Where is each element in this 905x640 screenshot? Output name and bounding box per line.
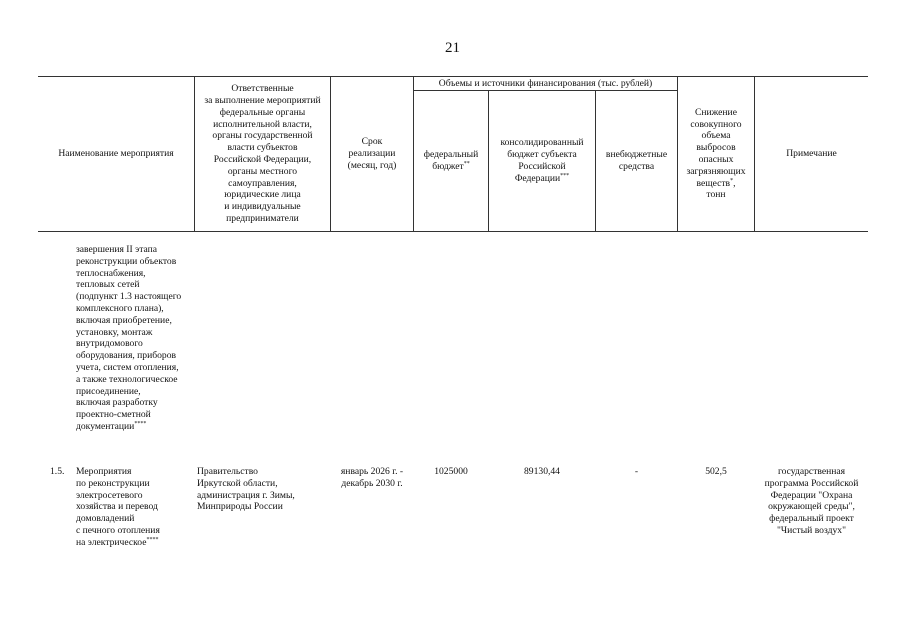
row-note: государственная программа Российской Федерации "Охрана окружающей среды", федеральный проект "Чистый воздух" [764,466,859,536]
footnote-mark: **** [134,420,147,427]
header-name: Наименование мероприятия [58,148,174,160]
header-responsible: Ответственные за выполнение мероприятий федеральные органы исполнительной власти, органы государственной власти субъектов Российской Федерации, органы местного самоуправления, юридические лица и индивидуальные предприниматели [204,83,321,224]
row-federal: 1025000 [434,466,468,477]
header-federal: федеральный бюджет** [423,149,479,172]
row-term: январь 2026 г. - декабрь 2030 г. [340,466,404,489]
row-number: 1.5. [50,466,65,477]
footnote-mark: *** [560,172,570,179]
header-term: Срок реализации (месяц, год) [347,136,397,171]
footnote-mark: **** [146,536,159,543]
header-reduction: Снижение совокупного объема выбросов опасных загрязняющих веществ*, тонн [686,106,746,201]
row-name: Мероприятия по реконструкции электросетевого хозяйства и перевод домовладений с печного отопления на электрическое**** [76,466,160,548]
header-funding: Объемы и источники финансирования (тыс. рублей) [438,77,653,89]
header-offbudget: внебюджетные средства [605,149,668,172]
table-row-continuation-name: завершения II этапа реконструкции объектов теплоснабжения, тепловых сетей (подпункт 1.3 настоящего комплексного плана), включая приобретение, установку, монтаж внутридомового оборудования, приборов учета, систем отопления, а также технологическое присоединение, включая разработку проектно-сметной документации**** [76,244,182,432]
header-note: Примечание [786,148,837,160]
header-consolidated: консолидированный бюджет субъекта Российской Федерации*** [500,137,584,184]
header-bottom-border [38,231,868,232]
footnote-mark: * [730,177,734,184]
footnote-mark: ** [463,160,470,167]
row-offbudget: - [634,466,639,477]
page-number: 21 [445,40,460,56]
row-reduction: 502,5 [705,466,727,477]
row-consolidated: 89130,44 [524,466,560,477]
row-responsible: Правительство Иркутской области, администрация г. Зимы, Минприроды России [197,466,295,513]
